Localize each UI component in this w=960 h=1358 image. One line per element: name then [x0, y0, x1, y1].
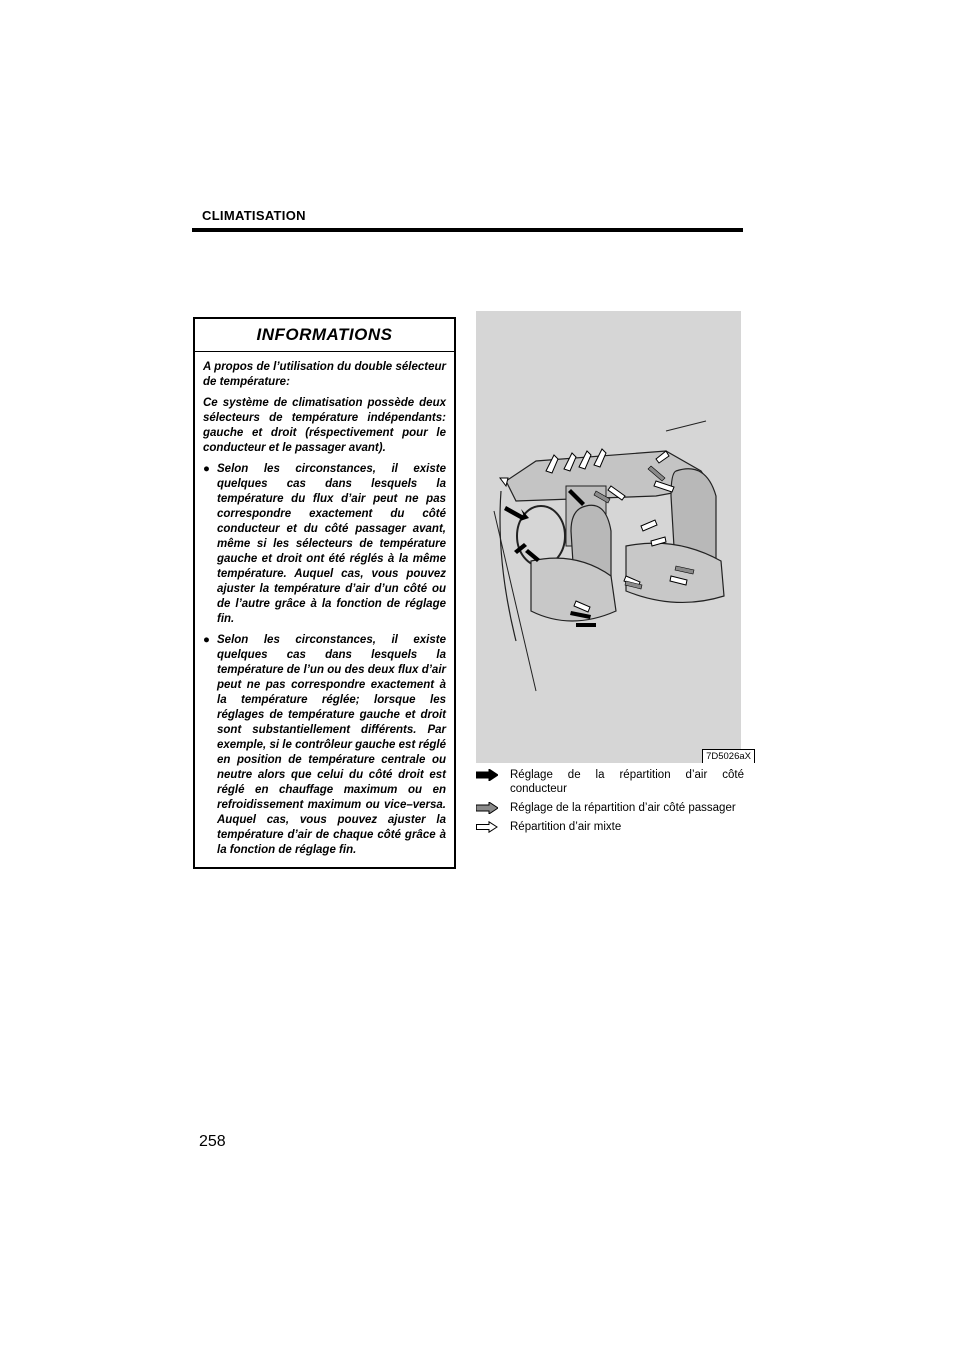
- info-bullet-1: [203, 462, 446, 627]
- figure-code: 7D5026aX: [702, 749, 755, 763]
- info-bullet-2: [203, 633, 446, 858]
- legend-item-mixed: [476, 820, 744, 834]
- section-title: CLIMATISATION: [202, 208, 306, 223]
- legend-item-driver: [476, 768, 744, 796]
- arrow-black-icon: [476, 769, 498, 781]
- informations-box: [193, 317, 456, 869]
- legend-text: Répartition d’air mixte: [510, 821, 622, 833]
- legend-text: Réglage de la répartition d’air côté conducteur: [510, 769, 744, 795]
- bullet-icon: ●: [203, 463, 210, 475]
- bullet-text: Selon les circonstances, il existe quelques cas dans lesquels la température du flux d’air peut ne pas correspondre exactement du côté conducteur et du côté passager avant, même si les sélecteurs de température gauche et droit ont été réglés à la même température. Auquel cas, vous pouvez ajuster la température d’air d’un côté ou de l’autre grâce à la fonction de réglage fin.: [217, 463, 446, 625]
- bullet-icon: ●: [203, 634, 210, 646]
- info-paragraph-1: A propos de l’utilisation du double sélecteur de température:: [203, 361, 446, 388]
- cabin-illustration: [476, 311, 741, 763]
- legend-item-passenger: [476, 801, 744, 815]
- header-rule: [192, 228, 743, 232]
- legend: [476, 768, 744, 839]
- arrow-gray-icon: [476, 802, 498, 814]
- informations-title: INFORMATIONS: [195, 319, 454, 352]
- page-number: 258: [199, 1133, 226, 1150]
- bullet-text: Selon les circonstances, il existe quelques cas dans lesquels la température de l’un ou des deux flux d’air peut ne pas correspondre exactement à la température réglée; lorsque les réglages de température gauche et droit sont substantiellement différents. Par exemple, si le contrôleur gauche est réglé en position de température centrale ou neutre alors que celui du côté droit est réglé en chauffage maximum ou en refroidissement maximum ou vice–versa. Auquel cas, vous pouvez ajuster la température d’air de chaque côté grâce à la fonction de réglage fin.: [217, 634, 446, 856]
- legend-text: Réglage de la répartition d’air côté passager: [510, 802, 736, 814]
- info-paragraph-2: Ce système de climatisation possède deux sélecteurs de température indépendants: gauche et droit (réspectivement pour le conducteur et le passager avant).: [203, 397, 446, 454]
- air-distribution-illustration: [476, 311, 751, 763]
- arrow-outline-icon: [476, 821, 498, 833]
